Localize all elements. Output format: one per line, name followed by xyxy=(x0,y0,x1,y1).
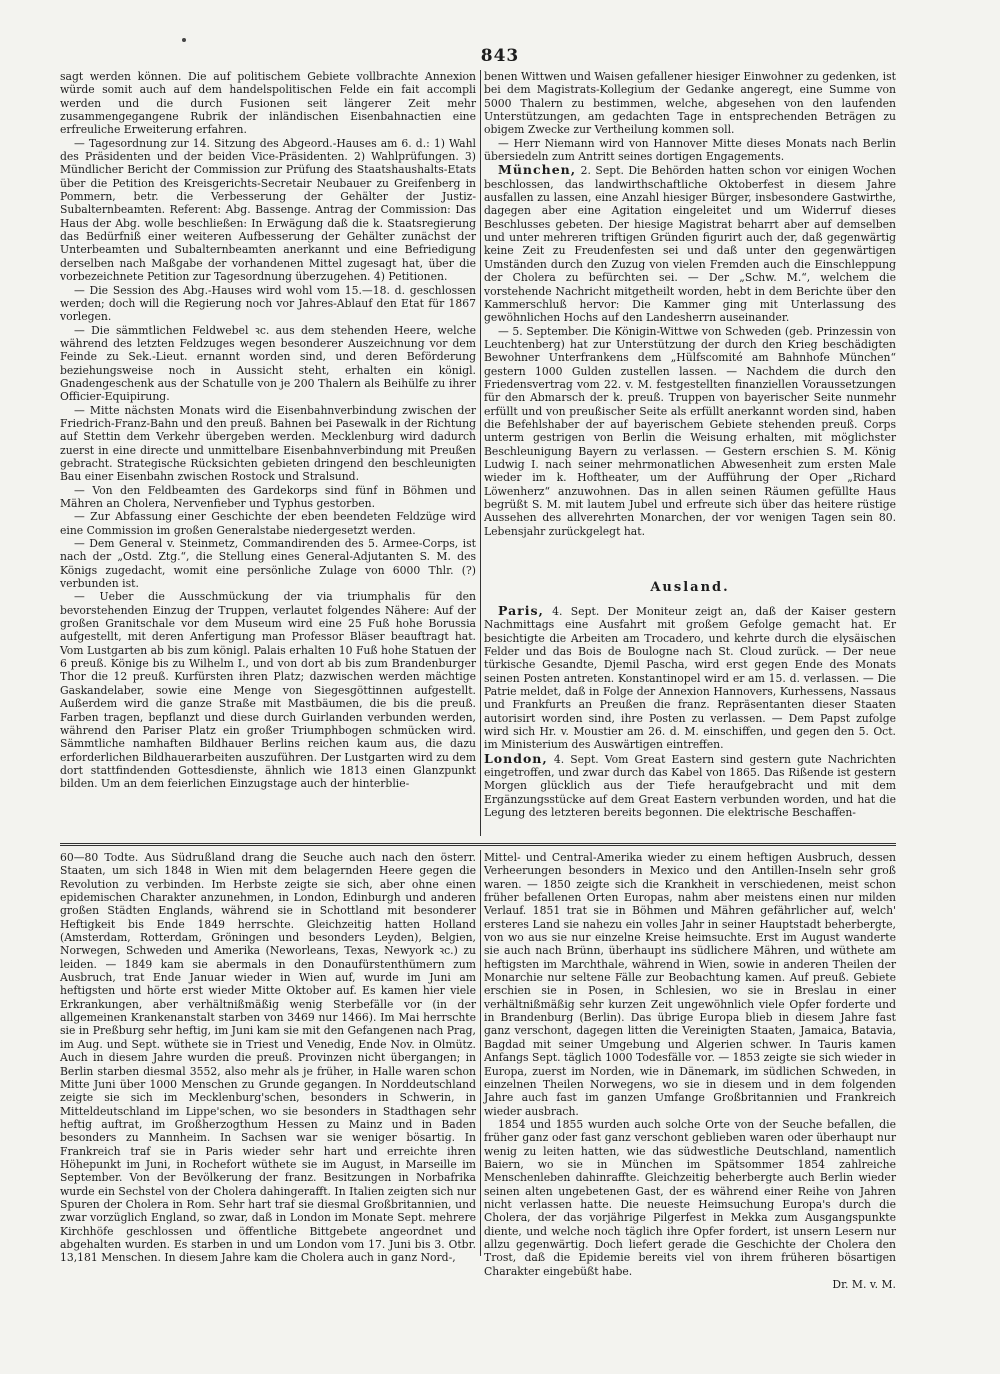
paragraph-london xyxy=(484,752,896,820)
column-divider-top xyxy=(480,70,481,836)
paragraph-september-5: — 5. September. Die Königin-Wittwe von Schweden (geb. Prinzessin von Leuchtenberg) hat zur Unterstützung der durch den Krieg beschädigten Bewohner Unterfrankens dem „Hülfscomité am Bahnhofe München“ gestern 1000 Gulden zustellen lassen. — Nachdem die durch den Friedensvertrag vom 22. v. M. festgestellten finanziellen Voraussetzungen für den Abmarsch der k. preuß. Truppen von bayerischer Seite nunmehr erfüllt und von preußischer Seite als erfüllt anerkannt worden sind, haben die Befehlshaber der auf bayerischem Gebiete stehenden preuß. Corps unterm gestrigen von Berlin die Weisung erhalten, mit möglichster Beschleunigung Bayern zu verlassen. — Gestern erschien S. M. König Ludwig I. nach seiner mehrmonatlichen Abwesenheit zum ersten Male wieder im k. Hoftheater, um der Aufführung der Oper „Richard Löwenherz“ anzuwohnen. Das in allen seinen Räumen gefüllte Haus begrüßt S. M. mit lautem Jubel und erfreute sich über das heitere rüstige Aussehen des allverehrten Monarchen, der vor wenigen Tagen sein 80. Lebensjahr zurückgelegt hat. xyxy=(484,324,896,538)
paragraph-steinmetz: — Dem General v. Steinmetz, Commandirenden des 5. Armee-Corps, ist nach der „Ostd. Ztg.“, die Stellung eines General-Adjutanten S. M. des Königs zugedacht, womit eine persönliche Zulage von 6000 Thlr. (?) verbunden ist. xyxy=(60,537,476,591)
paragraph-feldbeamten: — Von den Feldbeamten des Gardekorps sind fünf in Böhmen und Mähren an Cholera, Nervenfieber und Typhus gestorben. xyxy=(60,483,476,510)
paragraph-wittwen: benen Wittwen und Waisen gefallener hiesiger Einwohner zu gedenken, ist bei dem Magistrats-Kollegium der Gedanke angeregt, eine Summe von 5000 Thalern zu bestimmen, welche, abgesehen von den laufenden Unterstützungen, am gedachten Tage in entsprechenden Beträgen zu obigem Zwecke zur Vertheilung kommen soll. xyxy=(484,70,896,137)
paragraph-geschichte: — Zur Abfassung einer Geschichte der eben beendeten Feldzüge wird eine Commission im großen Generalstabe niedergesetzt werden. xyxy=(60,510,476,537)
section-heading-ausland: Ausland. xyxy=(650,580,730,595)
paragraph-muenchen xyxy=(484,163,896,324)
author-signature: Dr. M. v. M. xyxy=(832,1278,896,1291)
dateline-paris: Paris, xyxy=(498,603,544,618)
dateline-london: London, xyxy=(484,750,548,766)
dateline-muenchen: München, xyxy=(498,162,577,178)
muenchen-text: 2. Sept. Die Behörden hatten schon vor einigen Wochen beschlossen, das landwirthschaftliche Oktoberfest in diesem Jahre ausfallen zu lassen, eine Anzahl hiesiger Bürger, insbesondere Gastwirthe, dagegen aber eine Agitation eingeleitet und um Widerruf dieses Beschlusses gebeten. Der hiesige Magistrat beharrt aber auf demselben und unter mehreren triftigen Gründen figurirt auch der, daß gegenwärtig keine Zeit zu Freudenfesten sei und daß unter den gegenwärtigen Umständen durch den Zuzug von vielen Fremden auch die Einschleppung der Cholera zu befürchten sei. — Der „Schw. M.“, welchem die vorstehende Nachricht mitgetheilt worden, hebt in dem Berichte über den Kammerschluß hervor: Die Kammer ging mit Unterlassung des gewöhnlichen Hochs auf den Landesherrn auseinander. xyxy=(484,164,896,325)
paragraph-tagesordnung: — Tagesordnung zur 14. Sitzung des Abgeord.-Hauses am 6. d.: 1) Wahl des Präsidenten und der beiden Vice-Präsidenten. 2) Wahlprüfungen. 3) Mündlicher Bericht der Commission zur Prüfung des Staatshaushalts-Etats über die Petition des Kreisgerichts-Secretair Neubauer zu Greifenberg in Pommern, betr. die Verbesserung der Gehälter der Justiz-Subalternbeamten. Referent: Abg. Bassenge. Antrag der Commission: Das Haus der Abg. wolle beschließen: In Erwägung daß die k. Staatsregierung das Bedürfniß einer weiteren Aufbesserung der Gehälter zunächst der Unterbeamten und Subalternbeamten anerkannt und eine Befriedigung derselben nach Maßgabe der vorhandenen Mittel zugesagt hat, über die vorbezeichnete Petition zur Tagesordnung überzugehen. 4) Petitionen. xyxy=(60,136,476,284)
paragraph-annexion: sagt werden können. Die auf politischem Gebiete vollbrachte Annexion würde somit auch auf dem handelspolitischen Felde ein fait accompli werden und die durch Fusionen seit längerer Zeit mehr zusammengegangene Rubrik der inländischen Eisenbahnactien eine erfreuliche Erweiterung erfahren. xyxy=(60,70,476,137)
paragraph-via-triumphalis: — Ueber die Ausschmückung der via triumphalis für den bevorstehenden Einzug der Truppen, verlautet folgendes Nähere: Auf der großen Granitschale vor dem Museum wird eine 25 Fuß hohe Borussia aufgestellt, mit deren Anfertigung man Professor Bläser beauftragt hat. Vom Lustgarten ab bis zum königl. Palais erhalten 10 Fuß hohe Statuen der 6 preuß. Könige bis zu Wilhelm I., und von dort ab bis zum Brandenburger Thor die 12 preuß. Kurfürsten ihren Platz; dazwischen werden mächtige Gaskandelaber, sowie eine Menge von Siegesgöttinnen aufgestellt. Außerdem wird die ganze Straße mit Mastbäumen, die bis die preuß. Farben tragen, bepflanzt und diese durch Guirlanden verbunden werden, während den Pariser Platz ein großer Triumphbogen schmücken wird. Sämmtliche namhaften Bildhauer Berlins reichen kaum aus, die dazu erforderlichen Bildhauerarbeiten auszuführen. Der Lustgarten wird zu dem dort stattfindenden Gottesdienste, ähnlich wie 1813 einen Glanzpunkt bilden. Um an dem feierlichen Einzugstage auch der hinterblie- xyxy=(60,590,476,791)
paragraph-paris xyxy=(484,604,896,752)
london-text: 4. Sept. Vom Great Eastern sind gestern gute Nachrichten eingetroffen, und zwar durch das Kabel von 1865. Das Rißende ist gestern Morgen glücklich aus der Tiefe heraufgebracht und mit dem Ergänzungsstücke auf dem Great Eastern verbunden worden, und hat die Legung des letzteren bereits begonnen. Die elektrische Beschaffen- xyxy=(484,752,896,820)
feuilleton-divider xyxy=(60,843,896,846)
column-bottom-left xyxy=(60,851,476,1265)
paris-text: 4. Sept. Der Moniteur zeigt an, daß der Kaiser gestern Nachmittags eine Ausfahrt mit großem Gefolge gemacht hat. Er besichtigte die Arbeiten am Trocadero, und kehrte durch die elysäischen Felder und das Bois de Boulogne nach St. Cloud zurück. — Der neue türkische Gesandte, Djemil Pascha, wird erst gegen Ende des Monats seinen Posten antreten. Konstantinopel wird er am 15. d. verlassen. — Die Patrie meldet, daß in Folge der Annexion Hannovers, Kurhessens, Nassaus und Frankfurts an Preußen die franz. Repräsentanten dieser Staaten autorisirt worden sind, ihre Posten zu verlassen. — Dem Papst zufolge wird sich Hr. v. Moustier am 26. d. M. einschiffen, und gegen den 5. Oct. im Ministerium des Auswärtigen eintreffen. xyxy=(484,605,896,752)
column-bottom-right xyxy=(484,851,896,1291)
paragraph-session: — Die Session des Abg.-Hauses wird wohl vom 15.—18. d. geschlossen werden; doch will die Regierung noch vor Jahres-Ablauf den Etat für 1867 vorlegen. xyxy=(60,283,476,324)
ink-spot xyxy=(182,38,186,42)
paragraph-niemann: — Herr Niemann wird von Hannover Mitte dieses Monats nach Berlin übersiedeln zum Antritt seines dortigen Engagements. xyxy=(484,136,896,164)
paragraph-eisenbahn: — Mitte nächsten Monats wird die Eisenbahnverbindung zwischen der Friedrich-Franz-Bahn und den preuß. Bahnen bei Pasewalk in der Richtung auf Stettin dem Verkehr übergeben werden. Mecklenburg wird dadurch zuerst in eine directe und unmittelbare Eisenbahnverbindung mit Preußen gebracht. Strategische Rücksichten gebieten dringend den beschleunigten Bau einer Eisenbahn zwischen Rostock und Stralsund. xyxy=(60,403,476,484)
page-number: 843 xyxy=(480,46,520,66)
paragraph-feldwebel: — Die sämmtlichen Feldwebel ꝛc. aus dem stehenden Heere, welche während des letzten Feldzuges wegen besonderer Auszeichnung vor dem Feinde zu Sek.-Lieut. ernannt worden sind, und deren Beförderung beziehungsweise noch in Aussicht steht, erhalten ein königl. Gnadengeschenk aus der Schatulle von je 200 Thalern als Beihülfe zu ihrer Officier-Equipirung. xyxy=(60,323,476,404)
column-ausland xyxy=(484,604,896,834)
paragraph-cholera-1854: 1854 und 1855 wurden auch solche Orte von der Seuche befallen, die früher ganz oder fast ganz verschont geblieben waren oder überhaupt nur wenig zu leiten hatten, wie das südwestliche Deutschland, namentlich Baiern, wo sie in München im Spätsommer 1854 zahlreiche Menschenleben dahinraffte. Gleichzeitig beherbergte auch Berlin wieder seinen alten ungebetenen Gast, der es während einer Reihe von Jahren nicht verlassen hatte. Die neueste Heimsuchung Europa's durch die Cholera, der das vorjährige Pilgerfest in Mekka zum Ausgangspunkte diente, und welche noch täglich ihre Opfer fordert, ist unsern Lesern nur allzu gegenwärtig. Doch liefert gerade die Geschichte der Cholera den Trost, daß die Epidemie bereits viel von ihrem früheren bösartigen Charakter eingebüßt habe. xyxy=(484,1117,896,1278)
paragraph-cholera-history: 60—80 Todte. Aus Südrußland drang die Seuche auch nach den österr. Staaten, um sich 1848 in Wien mit dem belagernden Heere gegen die Revolution zu verbinden. Im Herbste zeigte sie sich, aber ohne einen epidemischen Charakter anzunehmen, in London, Edinburgh und anderen großen Städten Englands, während sie in Schottland mit besonderer Heftigkeit bis Ende 1849 herrschte. Gleichzeitig hatten Holland (Amsterdam, Rotterdam, Gröningen und besonders Leyden), Belgien, Norwegen, Schweden und Amerika (Neworleans, Texas, Newyork ꝛc.) zu leiden. — 1849 kam sie abermals in den Donaufürstenthümern zum Ausbruch, trat Ende Januar wieder in Wien auf, wurde im Juni am heftigsten und hörte erst wieder Mitte Oktober auf. Es kamen hier viele Erkrankungen, aber verhältnißmäßig wenig Sterbefälle vor (in der allgemeinen Krankenanstalt starben von 3469 nur 1466). Im Mai herrschte sie in Preßburg sehr heftig, im Juni kam sie mit den Gefangenen nach Prag, im Aug. und Sept. wüthete sie in Triest und Venedig, Ende Nov. in Olmütz. Auch in diesem Jahre wurden die preuß. Provinzen nicht übergangen; in Berlin starben diesmal 3552, also mehr als je früher, in Halle waren schon Mitte Juni über 1000 Menschen zu Grunde gegangen. In Norddeutschland zeigte sie sich im Mecklenburg'schen, besonders in Schwerin, in Mitteldeutschland im Lippe'schen, wo sie besonders in Stadthagen sehr heftig auftrat, im Großherzogthum Hessen zu Mainz und in Baden besonders zu Mannheim. In Sachsen war sie weniger bösartig. In Frankreich traf sie in Paris wieder sehr hart und erreichte ihren Höhepunkt im Juni, in Rochefort wüthete sie im August, in Marseille im September. Von der Bevölkerung der franz. Besitzungen in Norbafrika wurde ein Sechstel von der Cholera dahingerafft. In Italien zeigten sich nur Spuren der Cholera in Rom. Sehr hart traf sie diesmal Großbritannien, und zwar vorzüglich England, so zwar, daß in London im Monate Sept. mehrere Kirchhöfe geschlossen und öffentliche Bittgebete angeordnet und abgehalten wurden. Es starben in und um London vom 17. Juni bis 3. Otbr. 13,181 Menschen. In diesem Jahre kam die Cholera auch in ganz Nord-, xyxy=(60,851,476,1265)
column-top-right xyxy=(484,70,896,570)
column-top-left xyxy=(60,70,476,834)
paragraph-cholera-1850: Mittel- und Central-Amerika wieder zu einem heftigen Ausbruch, dessen Verheerungen besonders in Mexico und den Antillen-Inseln sehr groß waren. — 1850 zeigte sich die Krankheit in verschiedenen, meist schon früher befallenen Orten Europas, nahm aber meistens einen nur milden Verlauf. 1851 trat sie in Böhmen und Mähren gefährlicher auf, welch' ersteres Land sie nahezu ein volles Jahr in seiner Hauptstadt beherbergte, von wo aus sie nur einzelne Kreise heimsuchte. Erst im August wanderte sie auch nach Brünn, überhaupt ins südlichere Mähren, und wüthete am heftigsten im Marchthale, während in Wien, sowie in anderen Theilen der Monarchie nur seltene Fälle zur Beobachtung kamen. Auf preuß. Gebiete erschien sie in Posen, in Schlesien, wo sie in Breslau in einer verhältnißmäßig sehr kurzen Zeit ungewöhnlich viele Opfer forderte und in Brandenburg (Berlin). Das übrige Europa blieb in diesem Jahre fast ganz verschont, dagegen litten die Vereinigten Staaten, Jamaica, Batavia, Bagdad mit seiner Umgebung und Algerien schwer. In Tauris kamen Anfangs Sept. täglich 1000 Todesfälle vor. — 1853 zeigte sie sich wieder in Europa, zuerst im Norden, wie in Dänemark, im südlichen Schweden, in einzelnen Theilen Norwegens, wo sie in diesem und in dem folgenden Jahre auch fast im ganzen Umfange Großbritannien und Frankreich wieder ausbrach. xyxy=(484,851,896,1118)
column-divider-bottom xyxy=(480,850,481,1256)
